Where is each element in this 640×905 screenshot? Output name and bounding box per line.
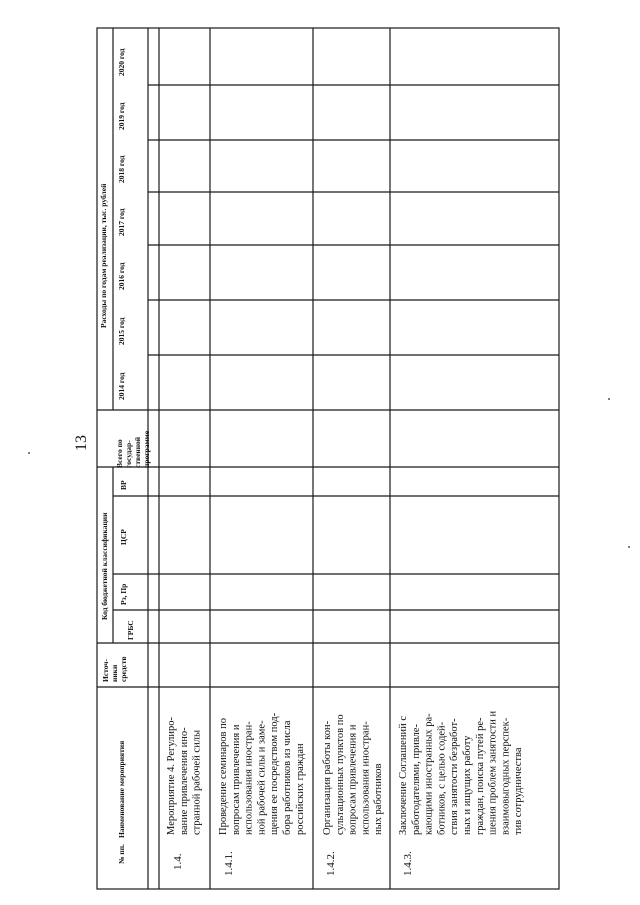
header-year-2019: 2019 год: [117, 102, 126, 130]
header-year-2018: 2018 год: [117, 155, 126, 183]
header-rzpr: Рз, Пр: [119, 583, 128, 605]
header-year-2016: 2016 год: [117, 262, 126, 290]
header-source: Источ-никисредств: [101, 656, 128, 682]
header-year-2015: 2015 год: [117, 317, 126, 345]
row-name: Организация работы кон- сультационных пунктов по вопросам привлечения и использования иностран- ных работников: [322, 714, 385, 835]
header-csr: ЦСР: [119, 529, 128, 545]
header-year-2020: 2020 год: [117, 48, 126, 76]
header-expenses: Расходы по годам реализации, тыс. рублей: [99, 183, 108, 328]
header-vr: ВР: [119, 480, 128, 490]
scan-speck: [628, 546, 630, 548]
row-num: 1.4.1.: [223, 851, 235, 876]
header-total: Всего погосудар-ственнойпрограмме: [115, 430, 151, 468]
row-name: Проведение семинаров по вопросам привлечения и использования иностран- ной рабочей силы и заме- щения ее посредством под- бора работников из числа российских граждан: [218, 712, 306, 835]
scan-speck: [28, 452, 30, 454]
header-grbs: ГРБС: [126, 620, 135, 640]
page-number: 13: [73, 435, 90, 451]
row-num: 1.4.3.: [402, 851, 414, 876]
scan-speck: [608, 398, 610, 400]
row-name: Заключение Соглашений с работодателями, привле- кающими иностранных ра- ботников, с целью содей- ствия занятости безработ- ных и ищущих работу граждан, поиска путей ре- шения проблем занятости и взаимовыгодных перспек- тив сотрудничества: [398, 710, 525, 835]
row-name: Мероприятие 4. Регулиро- вание привлечения ино- странной рабочей силы: [166, 717, 203, 835]
header-name: Наименование мероприятия: [117, 740, 126, 838]
header-year-2017: 2017 год: [117, 208, 126, 236]
row-num: 1.4.: [172, 853, 184, 870]
header-budget-code: Код бюджетной классификации: [100, 512, 109, 620]
header-num: № пп.: [117, 844, 126, 864]
header-year-2014: 2014 год: [117, 372, 126, 400]
row-num: 1.4.2.: [325, 851, 337, 876]
